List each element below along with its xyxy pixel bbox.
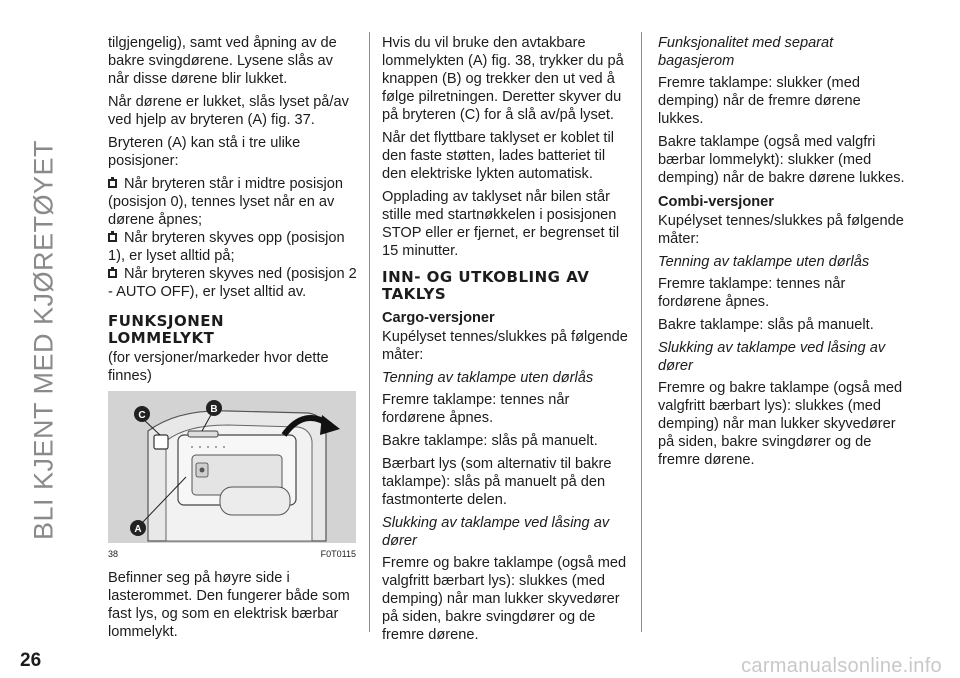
column-divider-2 [641,32,642,632]
paragraph: tilgjengelig), samt ved åpning av de bakre svingdørene. Lysene slås av når disse dørene blir lukket. [108,35,337,87]
figure-number: 38 [108,549,119,559]
paragraph: Fremre og bakre taklampe (også med valgfritt bærbart lys): slukkes (med demping) når man lukker skyvedører på siden, bakre svingdører og de fremre dørene. [382,555,627,643]
callout-label-b: B [210,404,218,415]
bullet-icon [108,233,117,242]
paragraph: Fremre taklampe: tennes når fordørene åpnes. [382,392,570,426]
paragraph: Fremre taklampe: tennes når fordørene åpnes. [658,276,846,310]
paragraph: Når dørene er lukket, slås lyset på/av ved hjelp av bryteren (A) fig. 37. [108,94,349,128]
subsection-heading: Cargo-versjoner [382,310,495,326]
paragraph: Bryteren (A) kan stå i tre ulike posisjoner: [108,135,301,169]
watermark: carmanualsonline.info [741,655,942,677]
bullet-icon [108,269,117,278]
paragraph: Fremre og bakre taklampe (også med valgfritt bærbart lys): slukkes (med demping) når man lukker skyvedører på siden, bakre svingdører og de fremre dørene. [658,380,903,468]
italic-heading: Tenning av taklampe uten dørlås [658,254,870,270]
italic-heading: Slukking av taklampe ved låsing av dører [658,340,886,374]
bullet-item: Når bryteren skyves ned (posisjon 2 - AUTO OFF), er lyset alltid av. [108,266,357,300]
subsection-heading: Combi-versjoner [658,194,774,210]
paragraph: Kupélyset tennes/slukkes på følgende måter: [382,329,628,363]
paragraph: Bakre taklampe (også med valgfri bærbar lommelykt): slukker (med demping) når de bakre dørene lukkes. [658,134,905,186]
paragraph: Befinner seg på høyre side i lasterommet. Den fungerer både som fast lys, og som en elektrisk bærbar lommelykt. [108,570,350,640]
paragraph: Kupélyset tennes/slukkes på følgende måter: [658,213,904,247]
paragraph: Bakre taklampe: slås på manuelt. [382,433,598,449]
italic-heading: Tenning av taklampe uten dørlås [382,370,594,386]
paragraph: Fremre taklampe: slukker (med demping) når de fremre dørene lukkes. [658,75,861,127]
paragraph: Bakre taklampe: slås på manuelt. [658,317,874,333]
section-heading: FUNKSJONEN LOMMELYKT [108,312,225,347]
bullet-item: Når bryteren står i midtre posisjon (posisjon 0), tennes lyset når en av dørene åpnes; [108,176,343,228]
figure-code: F0T0115 [320,549,356,559]
callout-label-c: C [138,410,146,421]
bullet-icon [108,179,117,188]
italic-heading: Slukking av taklampe ved låsing av dører [382,515,610,549]
paragraph: Bærbart lys (som alternativ til bakre taklampe): slås på manuelt på den fastmonterte delen. [382,456,612,508]
figure-38-lamp-illustration [108,391,356,559]
column-3 [658,34,910,474]
lamp-illustration [108,391,356,543]
callout-label-a: A [134,524,142,535]
bullet-item: Når bryteren skyves opp (posisjon 1), er lyset alltid på; [108,230,345,264]
paragraph: Hvis du vil bruke den avtakbare lommelykten (A) fig. 38, trykker du på knappen (B) og trekker den ut ved å følge pilretningen. Deretter skyver du på bryteren (C) for å slå av/på lyset. [382,35,624,123]
section-heading: INN- OG UTKOBLING AV TAKLYS [382,268,590,303]
paragraph: Opplading av taklyset når bilen står stille med startnøkkelen i posisjonen STOP eller er fjernet, er begrenset til 15 minutter. [382,189,620,259]
paragraph: (for versjoner/markeder hvor dette finnes) [108,350,329,384]
column-1 [108,34,358,646]
column-2 [382,34,632,649]
paragraph: Når det flyttbare taklyset er koblet til den faste støtten, lades batteriet til den elektriske lykten automatisk. [382,130,614,182]
page-number: 26 [20,650,42,671]
column-divider-1 [369,32,370,632]
italic-heading: Funksjonalitet med separat bagasjerom [658,35,834,69]
